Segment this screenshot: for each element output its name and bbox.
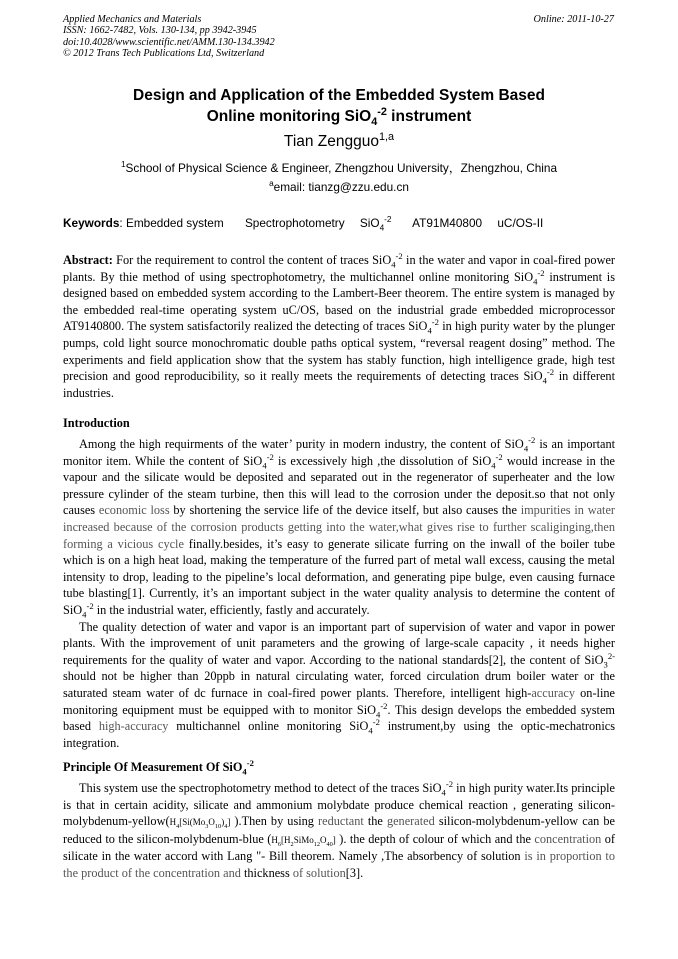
journal-name: Applied Mechanics and Materials (63, 14, 202, 25)
keyword: uC/OS-II (497, 216, 544, 230)
keyword: AT91M40800 (412, 216, 483, 230)
introduction-heading: Introduction (63, 416, 130, 430)
title-line-2: Online monitoring SiO$_4^{-2}$ instrument (206, 105, 472, 129)
doi: doi:10.4028/www.scientific.net/AMM.130-134.3942 (63, 36, 275, 48)
affiliation: $^1$School of Physical Science & Engineer, Zhengzhou University，Zhengzhou, China (120, 160, 558, 175)
issn: ISSN: 1662-7482, Vols. 130-134, pp 3942-3945 (63, 25, 257, 37)
abstract: Abstract: For the requirement to control the content of traces SiO$_4^{-2}$ in the water and vapor in coal-fired power plants. By thie method of using spectrophotometry, the multichannel online monitoring SiO$_4^{-2}$ instrument is designed based on embedded system according to the Lambert-Beer theorem. The entire system is managed by the embedded real-time operating system uC/OS, based on the industrial grade embedded microprocessor AT9140800. The system satisfactorily realized the detecting of traces SiO$_4^{-2}$ in high purity water by the plunger pumps, cold light source monochromatic double paths optical system, “reversal reagent dosing” method. The experiments and field application show that the system has stably function, high intelligence grade, high test precision and good reproducibility, so it really meets the requirements of detecting traces SiO$_4^{-2}$ in different industries. (63, 250, 616, 400)
abstract-label: Abstract: (63, 253, 113, 267)
paragraph: This system use the spectrophotometry method to detect of the traces SiO$_4^{-2}$ in high purity water.Its principle is that in certain acidity, silicate and ammonium molybdate produce chemical reaction , generating silicon-$molybdenum-yellow(H_4[Si(Mo_3O_{10})_4]$ ).Then by using reductant the generated silicon-molybdenum-yellow can be reduced to the silicon-molybdenum-blue ($H_6[H_2SiMo_{12}O_{40}]$ ). the depth of colour of which and the concentration of silicate in the water accord with Lang "- Bill theorem. Namely ,The absorbency of solution is in proportion to the product of the concentration and thickness of solution[3]. (63, 778, 615, 880)
author-email: $^a$email: tianzg@zzu.edu.cn (269, 179, 409, 194)
principle-heading: Principle Of Measurement Of SiO$_4^{-2}$ (63, 757, 254, 777)
formula-yellow: $H_4[Si(Mo_3O_{10})_4]$ (169, 817, 231, 830)
paragraph: The quality detection of water and vapor is an important part of supervision of water and vapor in power plants. With the improvement of unit parameters and the growing of large-scale capacity , it needs higher requirements for the quality of water and vapor. According to the national standards[2], the content of SiO$_3^{2-}$ should not be higher than 20ppb in natural circulating water, forced circulation drum boiler water or the saturated steam water of dc furnace in coal-fired power plants. Therefore, intelligent high-accuracy on-line monitoring equipment must be equipped with to monitor SiO$_4^{-2}$. This design develops the embedded system based high-accuracy multichannel online monitoring SiO$_4^{-2}$ instrument,by using the optic-mechatronics integration. (63, 619, 615, 750)
introduction-body (63, 436, 615, 751)
online-date: Online: 2011-10-27 (533, 14, 614, 25)
keyword: Spectrophotometry (244, 216, 345, 230)
keyword: SiO$_4^{-2}$ (359, 215, 392, 233)
keyword: Embedded system (125, 216, 224, 230)
principle-body (63, 780, 615, 882)
keywords-label: Keywords (63, 216, 120, 230)
copyright: © 2012 Trans Tech Publications Ltd, Switzerland (63, 48, 265, 60)
formula-blue: $H_6[H_2SiMo_{12}O_{40}]$ (271, 834, 336, 848)
author: Tian Zengguo$^{1,a}$ (283, 130, 395, 150)
paragraph: Among the high requirments of the water’ purity in modern industry, the content of SiO$_4^{-2}$ is an important monitor item. While the content of SiO$_4^{-2}$ is excessively high ,the dissolution of SiO$_4^{-2}$ would increase in the vapour and the silicate would be deposited and separated out in the regenerator of superheater and the low pressure cylinder of the steam turbine, then this will lead to the corrosion under the deposit.so that not only causes economic loss by shortening the service life of the device itself, but also causes the impurities in water increased because of the corrosion products getting into the water,what gives rise to further scaliginging,then forming a vicious cycle finally.besides, it’s easy to generate silicate furring on the inwall of the boiler tube which is on a high heat load, making the temperature of the furred part of metal wall excess, causing the metal intensity to drop, leading to the pipeline’s local deformation, and generating pipe bulge, even causing furnace tube blasting[1]. Currently, it’s an important subject in the water quality analysis to determine the content of SiO$_4^{-2}$ in the industrial water, efficiently, fastly and accurately. (63, 434, 616, 620)
journal-header (63, 14, 275, 60)
keywords: Keywords: Embedded system Spectrophotometry SiO$_4^{-2}$ AT91M40800 uC/OS-II (63, 215, 544, 233)
title-line-1: Design and Application of the Embedded System Based (133, 87, 545, 104)
paper-title (63, 85, 615, 127)
